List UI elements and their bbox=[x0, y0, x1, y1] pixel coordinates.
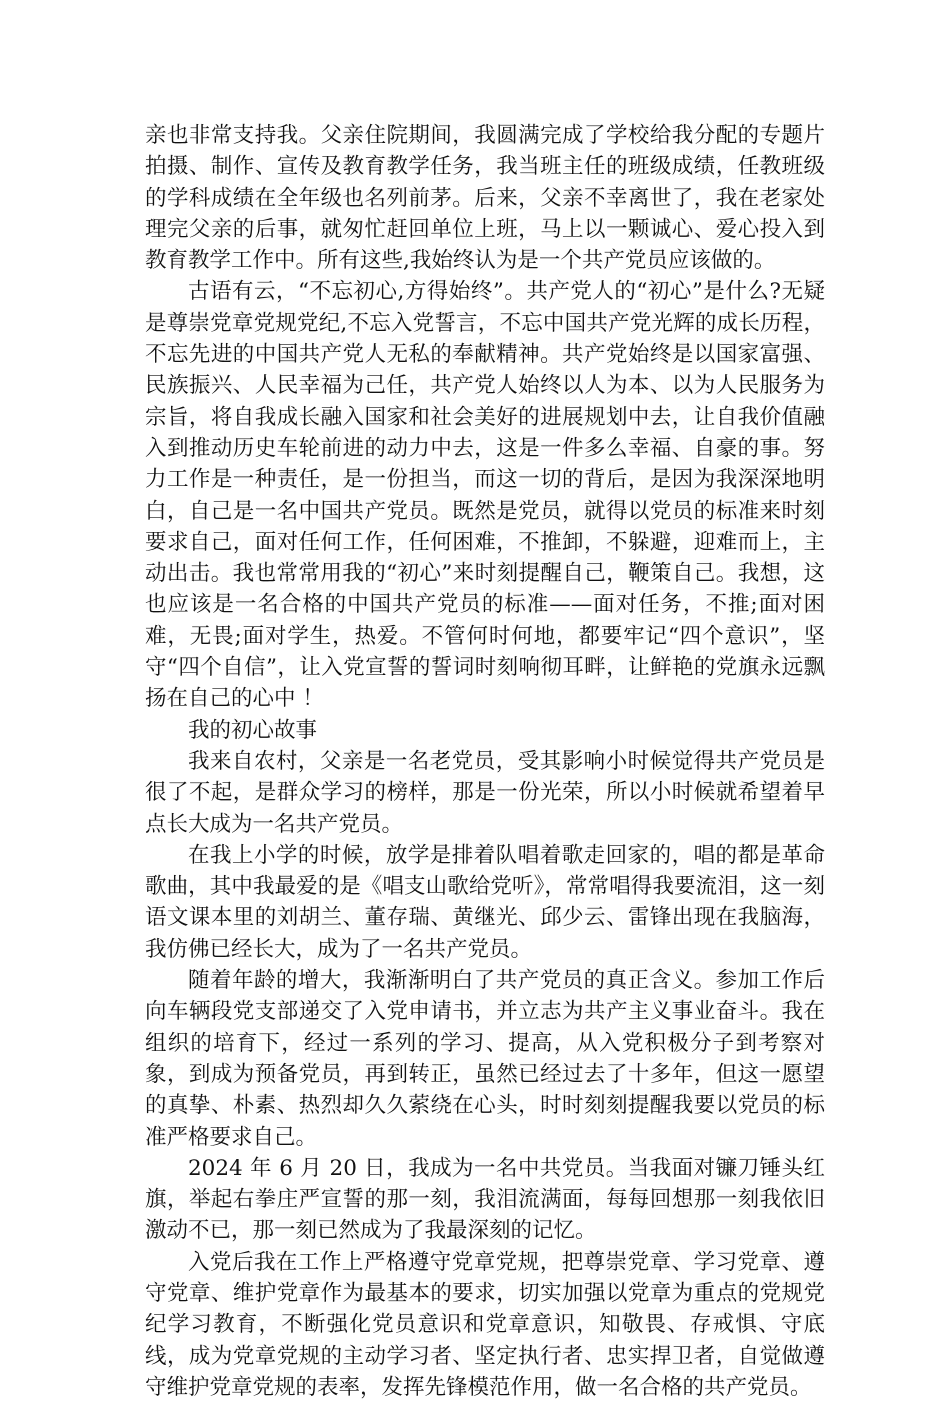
paragraph-father-support: 亲也非常支持我。父亲住院期间，我圆满完成了学校给我分配的专题片拍摄、制作、宣传及教育教学任务，我当班主任的班级成绩，任教班级的学科成绩在全年级也名列前茅。后来，父亲不幸离世了，我在老家处理完父亲的后事，就匆忙赶回单位上班，马上以一颗诚心、爱心投入到教育教学工作中。所有这些,我始终认为是一个共产党员应该做的。 bbox=[145, 123, 825, 274]
paragraph-after-joining: 入党后我在工作上严格遵守党章党规，把尊崇党章、学习党章、遵守党章、维护党章作为最基本的要求，切实加强以党章为重点的党规党纪学习教育，不断强化党员意识和党章意识，知敬畏、存戒惧、守底线，成为党章党规的主动学习者、坚定执行者、忠实捍卫者，自觉做遵守维护党章党规的表率，发挥先锋模范作用，做一名合格的共产党员。 bbox=[145, 1249, 825, 1400]
document-page bbox=[145, 120, 825, 1403]
section-heading: 我的初心故事 bbox=[188, 717, 318, 743]
paragraph-growing-up: 随着年龄的增大，我渐渐明白了共产党员的真正含义。参加工作后向车辆段党支部递交了入党申请书，并立志为共产主义事业奋斗。我在组织的培育下，经过一系列的学习、提高，从入党积极分子到考察对象，到成为预备党员，再到转正，虽然已经过去了十多年，但这一愿望的真挚、朴素、热烈却久久萦绕在心头，时时刻刻提醒我要以党员的标准严格要求自己。 bbox=[145, 968, 825, 1150]
paragraph-primary-school: 在我上小学的时候，放学是排着队唱着歌走回家的，唱的都是革命歌曲，其中我最爱的是《唱支山歌给党听》，常常唱得我要流泪，这一刻语文课本里的刘胡兰、董存瑞、黄继光、邱少云、雷锋出现在我脑海，我仿佛已经长大，成为了一名共产党员。 bbox=[145, 842, 825, 962]
paragraph-childhood: 我来自农村，父亲是一名老党员，受其影响小时候觉得共产党员是很了不起，是群众学习的榜样，那是一份光荣，所以小时候就希望着早点长大成为一名共产党员。 bbox=[145, 748, 825, 837]
paragraph-original-aspiration: 古语有云，“不忘初心,方得始终”。共产党人的“初心”是什么?无疑是尊崇党章党规党纪,不忘入党誓言，不忘中国共产党光辉的成长历程，不忘先进的中国共产党人无私的奉献精神。共产党始终是以国家富强、民族振兴、人民幸福为己任，共产党人始终以人为本、以为人民服务为宗旨，将自我成长融入国家和社会美好的进展规划中去，让自我价值融入到推动历史车轮前进的动力中去，这是一件多么幸福、自豪的事。努力工作是一种责任，是一份担当，而这一切的背后，是因为我深深地明白，自己是一名中国共产党员。既然是党员，就得以党员的标准来时刻要求自己，面对任何工作，任何困难，不推卸，不躲避，迎难而上，主动出击。我也常常用我的“初心”来时刻提醒自己，鞭策自己。我想，这也应该是一名合格的中国共产党员的标准——面对任务，不推;面对困难，无畏;面对学生，热爱。不管何时何地，都要牢记“四个意识”，坚守“四个自信”，让入党宣誓的誓词时刻响彻耳畔，让鲜艳的党旗永远飘扬在自己的心中 ！ bbox=[145, 279, 825, 712]
paragraph-joining-date: 2024 年 6 月 20 日，我成为一名中共党员。当我面对镰刀锤头红旗，举起右拳庄严宣誓的那一刻，我泪流满面，每每回想那一刻我依旧激动不已，那一刻已然成为了我最深刻的记忆。 bbox=[145, 1155, 825, 1244]
